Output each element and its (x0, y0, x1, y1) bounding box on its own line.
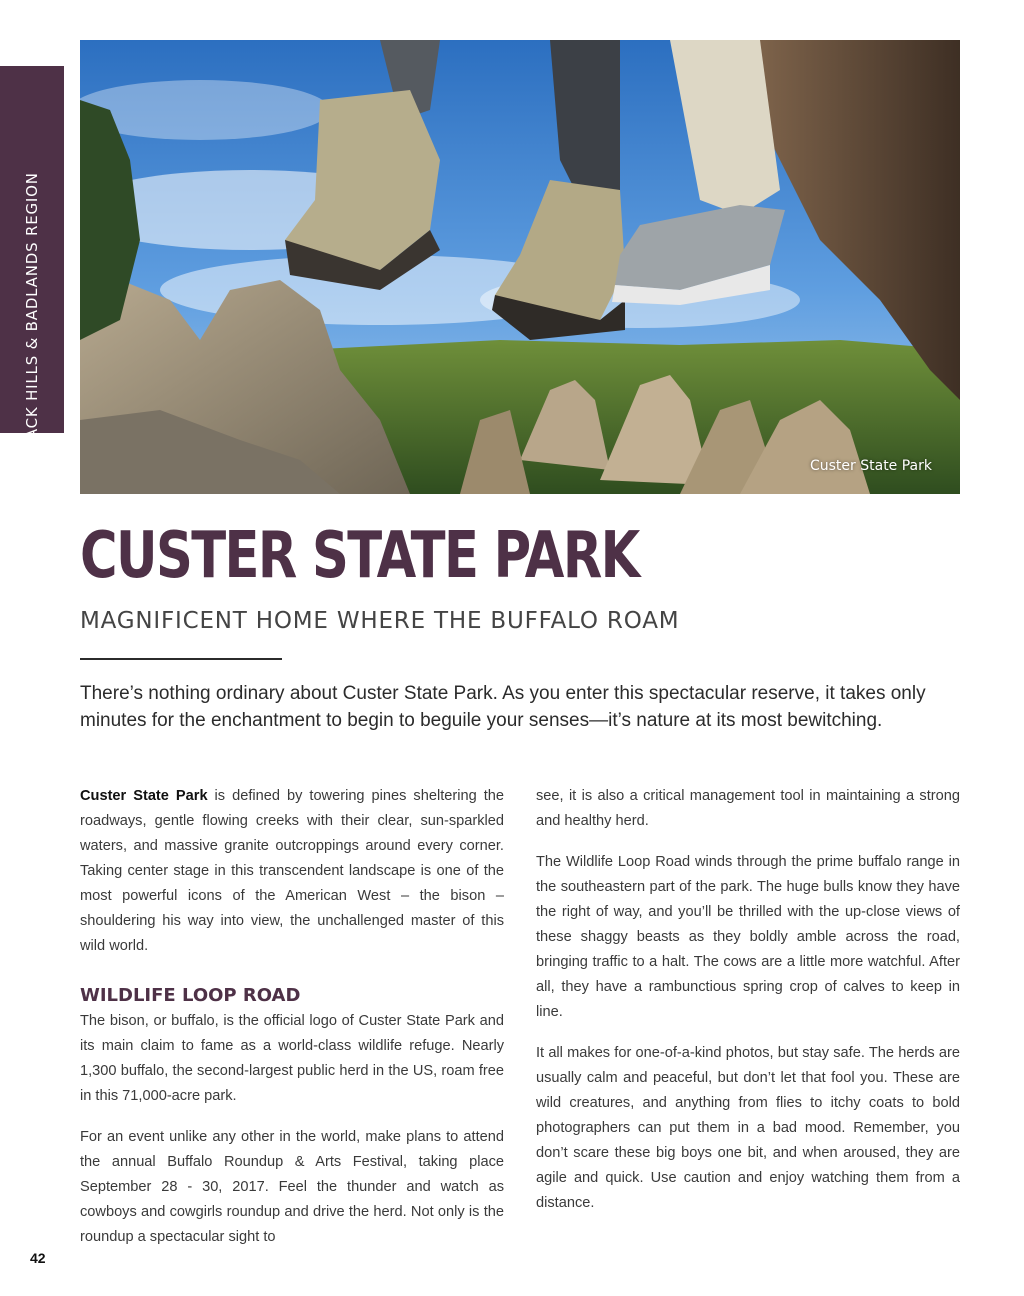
title-divider (80, 658, 282, 660)
body-paragraph: For an event unlike any other in the world, make plans to attend the annual Buffalo Roundup & Arts Festival, taking place September 28 - 30, 2017. Feel the thunder and watch as cowboys and cowgirls roundup and drive the herd. Not only is the roundup a spectacular sight to (80, 1129, 504, 1245)
left-column (80, 784, 504, 1266)
intro-paragraph: There’s nothing ordinary about Custer State Park. As you enter this spectacular reserve, it takes only minutes for the enchantment to begin to beguile your senses—it’s nature at its most bewitching. (80, 683, 926, 731)
page-title: CUSTER STATE PARK (80, 519, 639, 593)
region-label: BLACK HILLS & BADLANDS REGION (23, 172, 41, 460)
photo-caption: Custer State Park (809, 458, 932, 474)
region-side-tab (0, 66, 64, 460)
body-paragraph (80, 784, 504, 959)
page-subtitle: MAGNIFICENT HOME WHERE THE BUFFALO ROAM (80, 608, 680, 634)
body-paragraph: It all makes for one-of-a-kind photos, but stay safe. The herds are usually calm and peaceful, but don’t let that fool you. These are wild creatures, and anything from flies to itchy coats to bold photographers can put them in a bad mood. Remember, you don’t scare these big boys one bit, and when aroused, they are agile and quick. Use caution and enjoy watching them from a distance. (536, 1045, 960, 1211)
body-paragraph: The bison, or buffalo, is the official logo of Custer State Park and its main claim to fame as a world-class wildlife refuge. Nearly 1,300 buffalo, the second-largest public herd in the US, roam free in this 71,000-acre park. (80, 1013, 504, 1104)
park-name-lead: Custer State Park (80, 788, 208, 804)
page-number: 42 (30, 1250, 46, 1266)
body-paragraph: The Wildlife Loop Road winds through the prime buffalo range in the southeastern part of the park. The huge bulls know they have the right of way, and you’ll be thrilled with the up-close views of these shaggy beasts as they boldly amble across the road, bringing traffic to a halt. The cows are a little more watchful. After all, they have a rambunctious spring crop of calves to keep in line. (536, 854, 960, 1020)
hero-photo (80, 40, 960, 494)
body-text: is defined by towering pines sheltering the roadways, gentle flowing creeks with their clear, sun-sparkled waters, and massive granite outcroppings around every corner. Taking center stage in this transcendent landscape is one of the most powerful icons of the American West – the bison – shouldering his way into view, the unchallenged master of this wild world. (80, 788, 505, 954)
right-column (536, 784, 960, 1232)
body-paragraph: see, it is also a critical management tool in maintaining a strong and healthy herd. (536, 788, 960, 829)
hero-illustration (80, 40, 960, 494)
section-heading: WILDLIFE LOOP ROAD (80, 985, 301, 1006)
